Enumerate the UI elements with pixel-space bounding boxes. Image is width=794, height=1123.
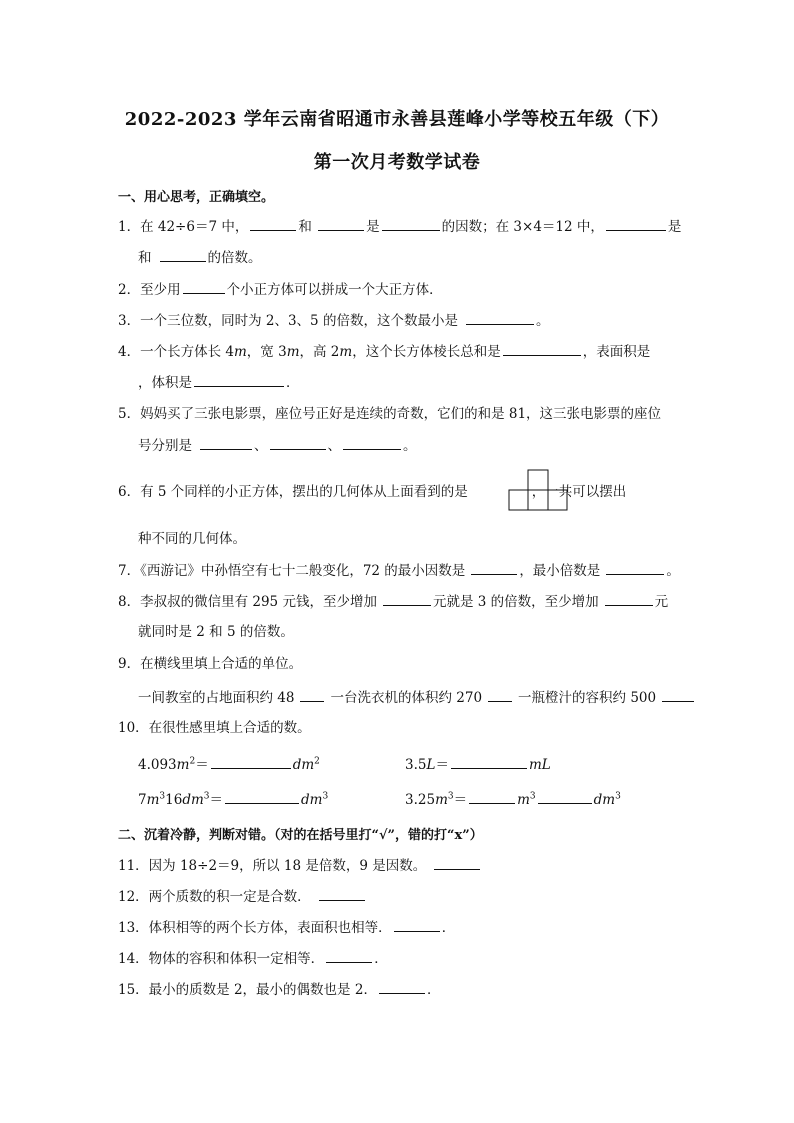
answer-blank[interactable] [326,949,372,963]
exam-title-line2: 第一次月考数学试卷 [313,152,481,173]
answer-blank[interactable] [451,755,527,769]
question-7: 7．《西游记》中孙悟空有七十二般变化，72 的最小因数是 ，最小倍数是 。 [118,563,680,579]
question-3: 3．一个三位数，同时为 2、3、5 的倍数，这个数最小是 。 [118,313,550,329]
answer-blank[interactable] [300,688,324,702]
question-14: 14．物体的容积和体积一定相等． ． [118,951,388,967]
question-8-cont: 就同时是 2 和 5 的倍数。 [138,624,294,640]
answer-blank[interactable] [200,436,252,450]
question-4: 4．一个长方体长 4m，宽 3m，高 2m，这个长方体棱长总和是 ，表面积是 [118,344,651,360]
conversion-3: $7m^316dm^3= dm^3$ [138,791,329,808]
answer-blank[interactable] [538,790,592,804]
exam-title-line1: 2022-2023 学年云南省昭通市永善县莲峰小学等校五年级（下） [124,109,670,130]
conversion-4: $3.25m^3= m^3$ $dm^3$ [405,791,621,808]
question-1-cont: 和 的倍数。 [138,250,262,266]
answer-blank[interactable] [160,248,206,262]
top-view-cube-figure [508,469,568,511]
question-4-cont: ，体积是 ． [138,375,300,391]
question-5: 5．妈妈买了三张电影票，座位号正好是连续的奇数，它们的和是 81，这三张电影票的座位 [118,406,662,422]
answer-blank[interactable] [270,436,326,450]
section2-heading: 二、沉着冷静，判断对错。（对的在括号里打“√”，错的打“x”） [118,828,483,843]
answer-blank[interactable] [183,280,225,294]
answer-blank[interactable] [606,217,666,231]
question-8: 8．李叔叔的微信里有 295 元钱，至少增加 元就是 3 的倍数，至少增加 元 [118,594,669,610]
question-5-cont: 号分别是 、 、 。 [138,438,417,454]
answer-blank[interactable] [469,790,515,804]
answer-blank[interactable] [343,436,401,450]
question-6: 6．有 5 个同样的小正方体，摆出的几何体从上面看到的是 ，一共可以摆出 [118,484,627,500]
question-12: 12．两个质数的积一定是合数． [118,887,367,906]
answer-blank[interactable] [383,592,431,606]
conversion-1: $4.093m^2= dm^2$ [138,756,320,773]
question-6-cont: 种不同的几何体。 [138,531,246,547]
answer-blank[interactable] [318,217,364,231]
answer-blank[interactable] [382,217,440,231]
answer-blank[interactable] [250,217,296,231]
answer-blank[interactable] [488,688,512,702]
answer-blank[interactable] [211,755,291,769]
question-13: 13．体积相等的两个长方体，表面积也相等． ． [118,920,456,936]
question-15: 15．最小的质数是 2，最小的偶数也是 2． ． [118,982,441,998]
answer-blank[interactable] [471,561,517,575]
question-9-cont: 一间教室的占地面积约 48 一台洗衣机的体积约 270 一瓶橙汁的容积约 500 [138,688,696,707]
section1-heading: 一、用心思考，正确填空。 [118,190,275,205]
answer-blank[interactable] [662,688,694,702]
conversion-2: 3.5L＝ mL [405,757,551,773]
question-1: 1．在 42÷6＝7 中， 和 是 的因数；在 3×4＝12 中， 是 [118,219,682,235]
question-11: 11．因为 18÷2＝9，所以 18 是倍数，9 是因数。 [118,856,482,875]
answer-blank[interactable] [319,887,365,901]
answer-blank[interactable] [606,561,664,575]
answer-blank[interactable] [379,980,425,994]
question-10: 10．在很性感里填上合适的数。 [118,720,311,736]
answer-blank[interactable] [466,311,534,325]
answer-blank[interactable] [605,592,653,606]
answer-blank[interactable] [194,373,284,387]
answer-blank[interactable] [503,342,581,356]
question-9: 9．在横线里填上合适的单位。 [118,656,303,672]
question-2: 2．至少用 个小正方体可以拼成一个大正方体． [118,282,443,298]
answer-blank[interactable] [394,918,440,932]
answer-blank[interactable] [434,856,480,870]
answer-blank[interactable] [225,790,299,804]
